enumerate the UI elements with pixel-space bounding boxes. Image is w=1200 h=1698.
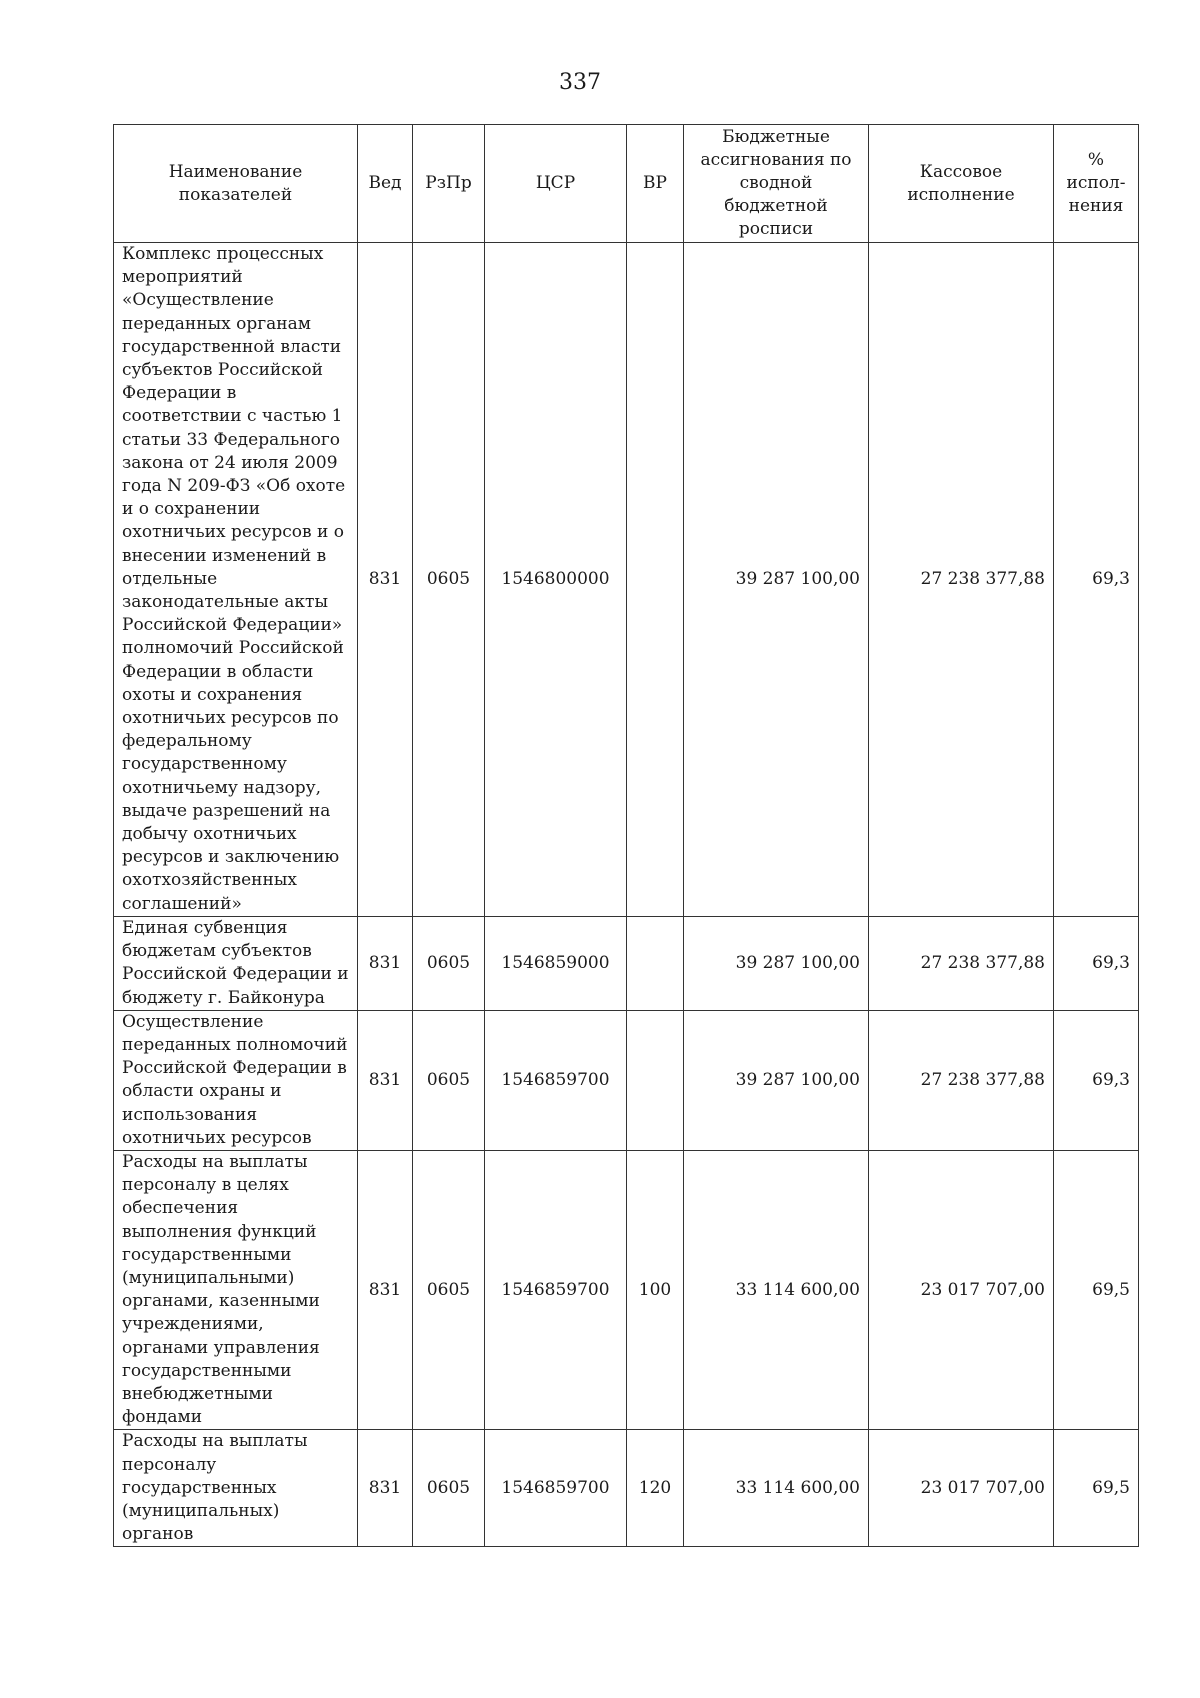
table-row — [114, 243, 1139, 917]
row-rzpr: 0605 — [413, 1010, 485, 1150]
row-ved: 831 — [358, 1430, 413, 1547]
header-budget: Бюджетные ассигнования по сводной бюджетной росписи — [684, 125, 869, 243]
row-name: Осуществление переданных полномочий Российской Федерации в области охраны и использования охотничьих ресурсов — [114, 1010, 358, 1150]
row-vr — [627, 1010, 684, 1150]
row-rzpr: 0605 — [413, 1150, 485, 1429]
row-name: Расходы на выплаты персоналу государственных (муниципальных) органов — [114, 1430, 358, 1547]
row-name: Единая субвенция бюджетам субъектов Российской Федерации и бюджету г. Байконура — [114, 916, 358, 1010]
row-cash: 23 017 707,00 — [869, 1430, 1054, 1547]
row-csr: 1546859700 — [485, 1150, 627, 1429]
row-vr — [627, 243, 684, 917]
row-budget: 39 287 100,00 — [684, 916, 869, 1010]
row-rzpr: 0605 — [413, 243, 485, 917]
row-cash: 27 238 377,88 — [869, 243, 1054, 917]
row-ved: 831 — [358, 1010, 413, 1150]
table-row — [114, 1010, 1139, 1150]
row-name: Комплекс процессных мероприятий «Осуществление переданных органам государственной власти субъектов Российской Федерации в соответствии с частью 1 статьи 33 Федерального закона от 24 июля 2009 года N 209-ФЗ «Об охоте и о сохранении охотничьих ресурсов и о внесении изменений в отдельные законодательные акты Российской Федерации» полномочий Российской Федерации в области охоты и сохранения охотничьих ресурсов по федеральному государственному охотничьему надзору, выдаче разрешений на добычу охотничьих ресурсов и заключению охотхозяйственных соглашений» — [114, 243, 358, 917]
table-row — [114, 916, 1139, 1010]
row-csr: 1546859000 — [485, 916, 627, 1010]
row-pct: 69,3 — [1054, 1010, 1139, 1150]
row-rzpr: 0605 — [413, 1430, 485, 1547]
row-pct: 69,3 — [1054, 916, 1139, 1010]
header-csr: ЦСР — [485, 125, 627, 243]
row-vr — [627, 916, 684, 1010]
header-cash: Кассовое исполнение — [869, 125, 1054, 243]
row-csr: 1546800000 — [485, 243, 627, 917]
row-csr: 1546859700 — [485, 1430, 627, 1547]
row-csr: 1546859700 — [485, 1010, 627, 1150]
row-cash: 23 017 707,00 — [869, 1150, 1054, 1429]
row-rzpr: 0605 — [413, 916, 485, 1010]
header-ved: Вед — [358, 125, 413, 243]
row-cash: 27 238 377,88 — [869, 916, 1054, 1010]
header-pct: % испол-нения — [1054, 125, 1139, 243]
row-budget: 33 114 600,00 — [684, 1430, 869, 1547]
budget-execution-table — [113, 124, 1139, 1547]
row-budget: 39 287 100,00 — [684, 1010, 869, 1150]
header-name: Наименование показателей — [114, 125, 358, 243]
row-ved: 831 — [358, 243, 413, 917]
page-number: 337 — [559, 70, 601, 95]
row-pct: 69,5 — [1054, 1430, 1139, 1547]
table-header-row — [114, 125, 1139, 243]
table-row — [114, 1150, 1139, 1429]
header-vr: ВР — [627, 125, 684, 243]
row-vr: 120 — [627, 1430, 684, 1547]
row-ved: 831 — [358, 1150, 413, 1429]
row-budget: 33 114 600,00 — [684, 1150, 869, 1429]
row-budget: 39 287 100,00 — [684, 243, 869, 917]
row-ved: 831 — [358, 916, 413, 1010]
row-pct: 69,3 — [1054, 243, 1139, 917]
row-cash: 27 238 377,88 — [869, 1010, 1054, 1150]
header-rzpr: РзПр — [413, 125, 485, 243]
row-name: Расходы на выплаты персоналу в целях обеспечения выполнения функций государственными (муниципальными) органами, казенными учреждениями, органами управления государственными внебюджетными фондами — [114, 1150, 358, 1429]
row-vr: 100 — [627, 1150, 684, 1429]
table-row — [114, 1430, 1139, 1547]
row-pct: 69,5 — [1054, 1150, 1139, 1429]
